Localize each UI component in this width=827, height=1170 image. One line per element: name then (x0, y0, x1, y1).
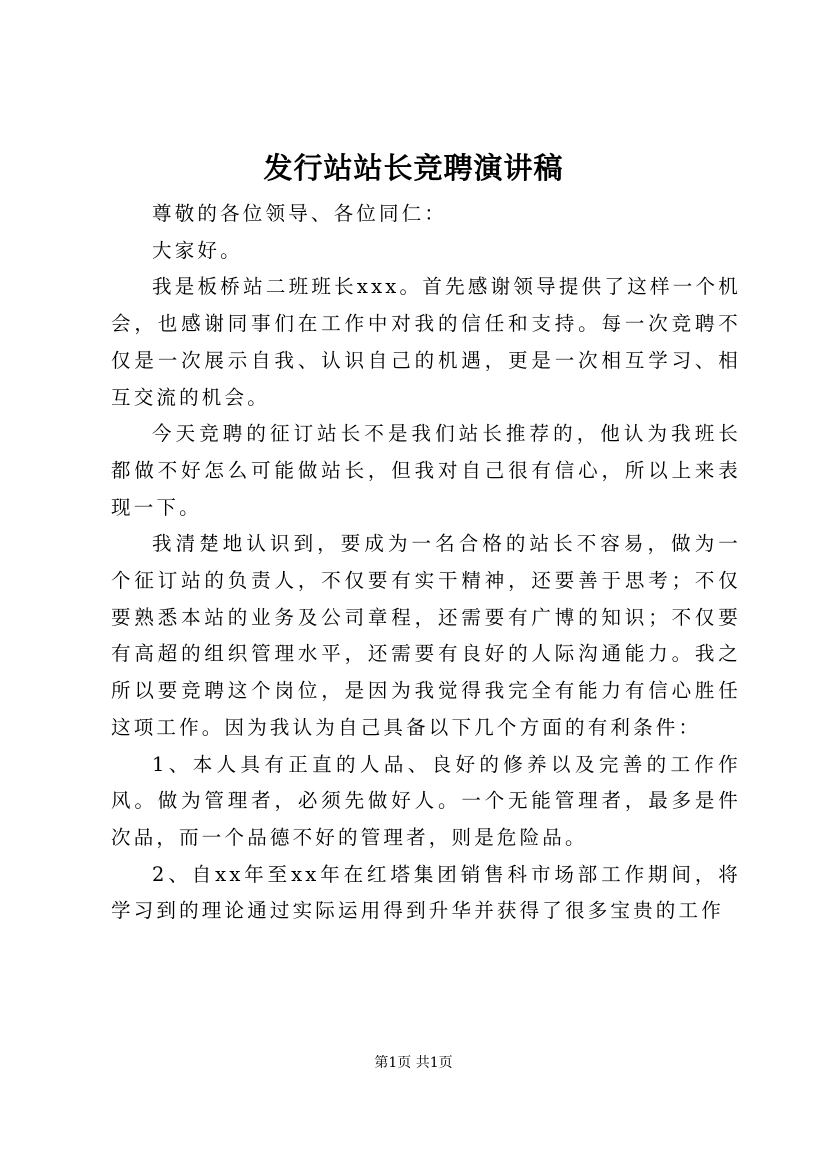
document-title: 发行站站长竞聘演讲稿 (263, 151, 564, 185)
paragraph-point-1: 1、本人具有正直的人品、良好的修养以及完善的工作作风。做为管理者，必须先做好人。一个无能管理者，最多是件次品，而一个品德不好的管理者，则是危险品。 (111, 752, 741, 849)
paragraph-introduction: 我是板桥站二班班长xxx。首先感谢领导提供了这样一个机会，也感谢同事们在工作中对我的信任和支持。每一次竞聘不仅是一次展示自我、认识自己的机遇，更是一次相互学习、相互交流的机会。 (111, 275, 741, 409)
document-body (111, 196, 741, 930)
paragraph-motivation: 今天竞聘的征订站长不是我们站长推荐的，他认为我班长都做不好怎么可能做站长，但我对自己很有信心，所以上来表现一下。 (111, 422, 741, 519)
paragraph-salutation: 尊敬的各位领导、各位同仁： (152, 202, 448, 225)
paragraph-requirements: 我清楚地认识到，要成为一名合格的站长不容易，做为一个征订站的负责人，不仅要有实干精神，还要善于思考；不仅要熟悉本站的业务及公司章程，还需要有广博的知识；不仅要有高超的组织管理水平，还需要有良好的人际沟通能力。我之所以要竞聘这个岗位，是因为我觉得我完全有能力有信心胜任这项工作。因为我认为自己具备以下几个方面的有利条件： (111, 532, 741, 739)
paragraph-point-2: 2、自xx年至xx年在红塔集团销售科市场部工作期间，将学习到的理论通过实际运用得到升华并获得了很多宝贵的工作 (111, 862, 741, 923)
paragraph-greeting: 大家好。 (152, 238, 243, 262)
page-footer: 第1页 共1页 (374, 1055, 453, 1071)
